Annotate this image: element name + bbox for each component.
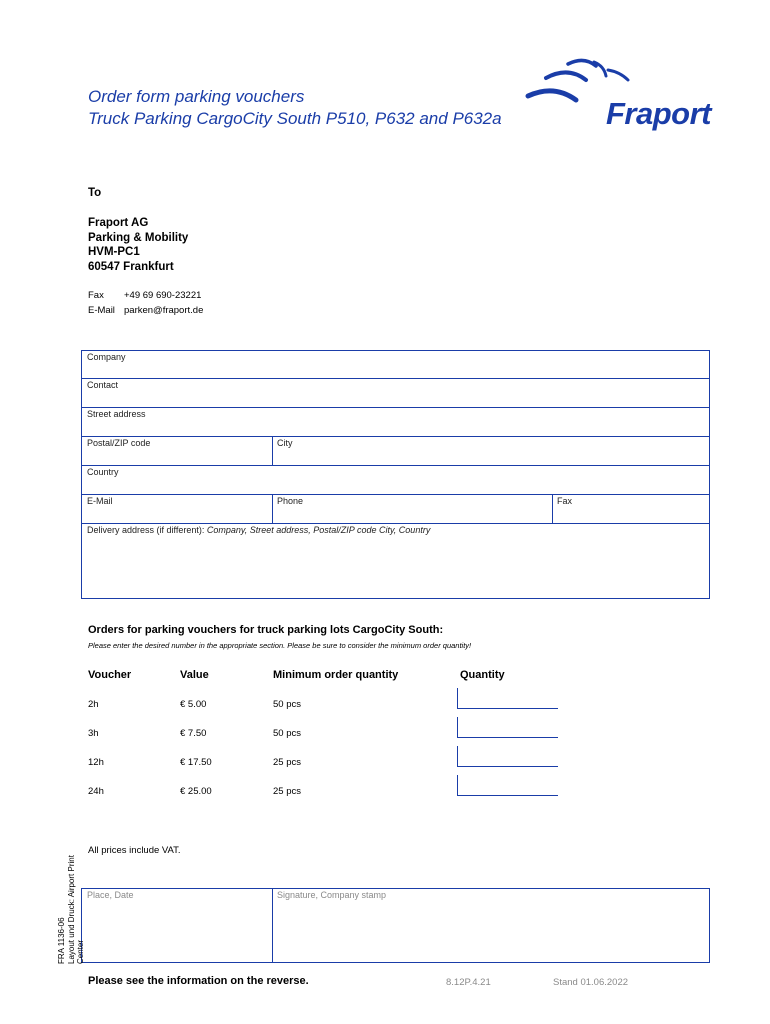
min-2h: 50 pcs <box>273 699 301 710</box>
voucher-24h: 24h <box>88 786 104 797</box>
recipient-address <box>88 216 188 274</box>
min-24h: 25 pcs <box>273 786 301 797</box>
column-divider <box>272 436 273 465</box>
address-line: 60547 Frankfurt <box>88 260 174 273</box>
email-label: E-Mail <box>88 305 115 316</box>
place-date-field[interactable]: Place, Date <box>87 890 134 900</box>
value-24h: € 25.00 <box>180 786 212 797</box>
signature-stamp-field[interactable]: Signature, Company stamp <box>277 890 387 900</box>
voucher-3h: 3h <box>88 728 99 739</box>
row-divider <box>82 523 709 524</box>
header-voucher: Voucher <box>88 669 132 681</box>
fax-row <box>88 290 201 301</box>
row-divider <box>82 407 709 408</box>
phone-field[interactable]: Phone <box>277 496 304 506</box>
column-divider <box>272 494 273 523</box>
row-divider <box>82 465 709 466</box>
orders-note: Please enter the desired number in the appropriate section. Please be sure to consider the minimum order quantity! <box>88 641 472 650</box>
delivery-address-hint: Company, Street address, Postal/ZIP code City, Country <box>204 525 431 535</box>
street-field[interactable]: Street address <box>87 409 146 419</box>
quantity-input-2h[interactable] <box>457 688 558 709</box>
address-line: HVM-PC1 <box>88 246 140 258</box>
quantity-input-12h[interactable] <box>457 746 558 767</box>
quantity-input-24h[interactable] <box>457 775 558 796</box>
vat-note: All prices include VAT. <box>88 845 181 856</box>
orders-title: Orders for parking vouchers for truck parking lots CargoCity South: <box>88 624 444 636</box>
document-title <box>88 86 502 130</box>
column-divider <box>552 494 553 523</box>
delivery-address-field[interactable] <box>87 525 430 535</box>
title-line-1: Order form parking vouchers <box>88 87 305 106</box>
fax-value: +49 69 690-23221 <box>124 290 202 301</box>
header-quantity: Quantity <box>460 669 505 681</box>
contact-field[interactable]: Contact <box>87 380 119 390</box>
header-min-quantity: Minimum order quantity <box>273 669 399 681</box>
company-field[interactable]: Company <box>87 352 126 362</box>
fax-field[interactable]: Fax <box>557 496 573 506</box>
row-divider <box>82 436 709 437</box>
value-3h: € 7.50 <box>180 728 207 739</box>
voucher-2h: 2h <box>88 699 99 710</box>
min-12h: 25 pcs <box>273 757 301 768</box>
country-field[interactable]: Country <box>87 467 119 477</box>
column-divider <box>272 889 273 962</box>
voucher-12h: 12h <box>88 757 104 768</box>
address-line: Parking & Mobility <box>88 231 189 244</box>
value-2h: € 5.00 <box>180 699 207 710</box>
email-row <box>88 305 203 316</box>
value-12h: € 17.50 <box>180 757 212 768</box>
signature-box <box>81 888 710 963</box>
postal-code-field[interactable]: Postal/ZIP code <box>87 438 151 448</box>
row-divider <box>82 378 709 379</box>
address-line: Fraport AG <box>88 217 149 229</box>
to-label: To <box>88 187 102 199</box>
email-value[interactable]: parken@fraport.de <box>124 305 204 316</box>
row-divider <box>82 494 709 495</box>
reverse-note: Please see the information on the reverse. <box>88 975 309 987</box>
quantity-input-3h[interactable] <box>457 717 558 738</box>
customer-form <box>81 350 710 599</box>
header-value: Value <box>180 669 209 681</box>
delivery-address-label: Delivery address (if different): <box>87 525 205 535</box>
form-number: FRA 1136-06 <box>57 917 66 964</box>
fax-label: Fax <box>88 290 104 301</box>
city-field[interactable]: City <box>277 438 293 448</box>
email-field[interactable]: E-Mail <box>87 496 113 506</box>
form-stand-date: Stand 01.06.2022 <box>553 977 629 988</box>
fraport-logo <box>524 56 710 140</box>
title-line-2: Truck Parking CargoCity South P510, P632 and P632a <box>88 109 502 128</box>
fraport-logo-text: Fraport <box>606 96 711 131</box>
min-3h: 50 pcs <box>273 728 301 739</box>
side-print-info <box>57 834 86 964</box>
print-credit: Layout und Druck: Airport Print Center <box>66 855 85 964</box>
form-code: 8.12P.4.21 <box>446 977 491 988</box>
